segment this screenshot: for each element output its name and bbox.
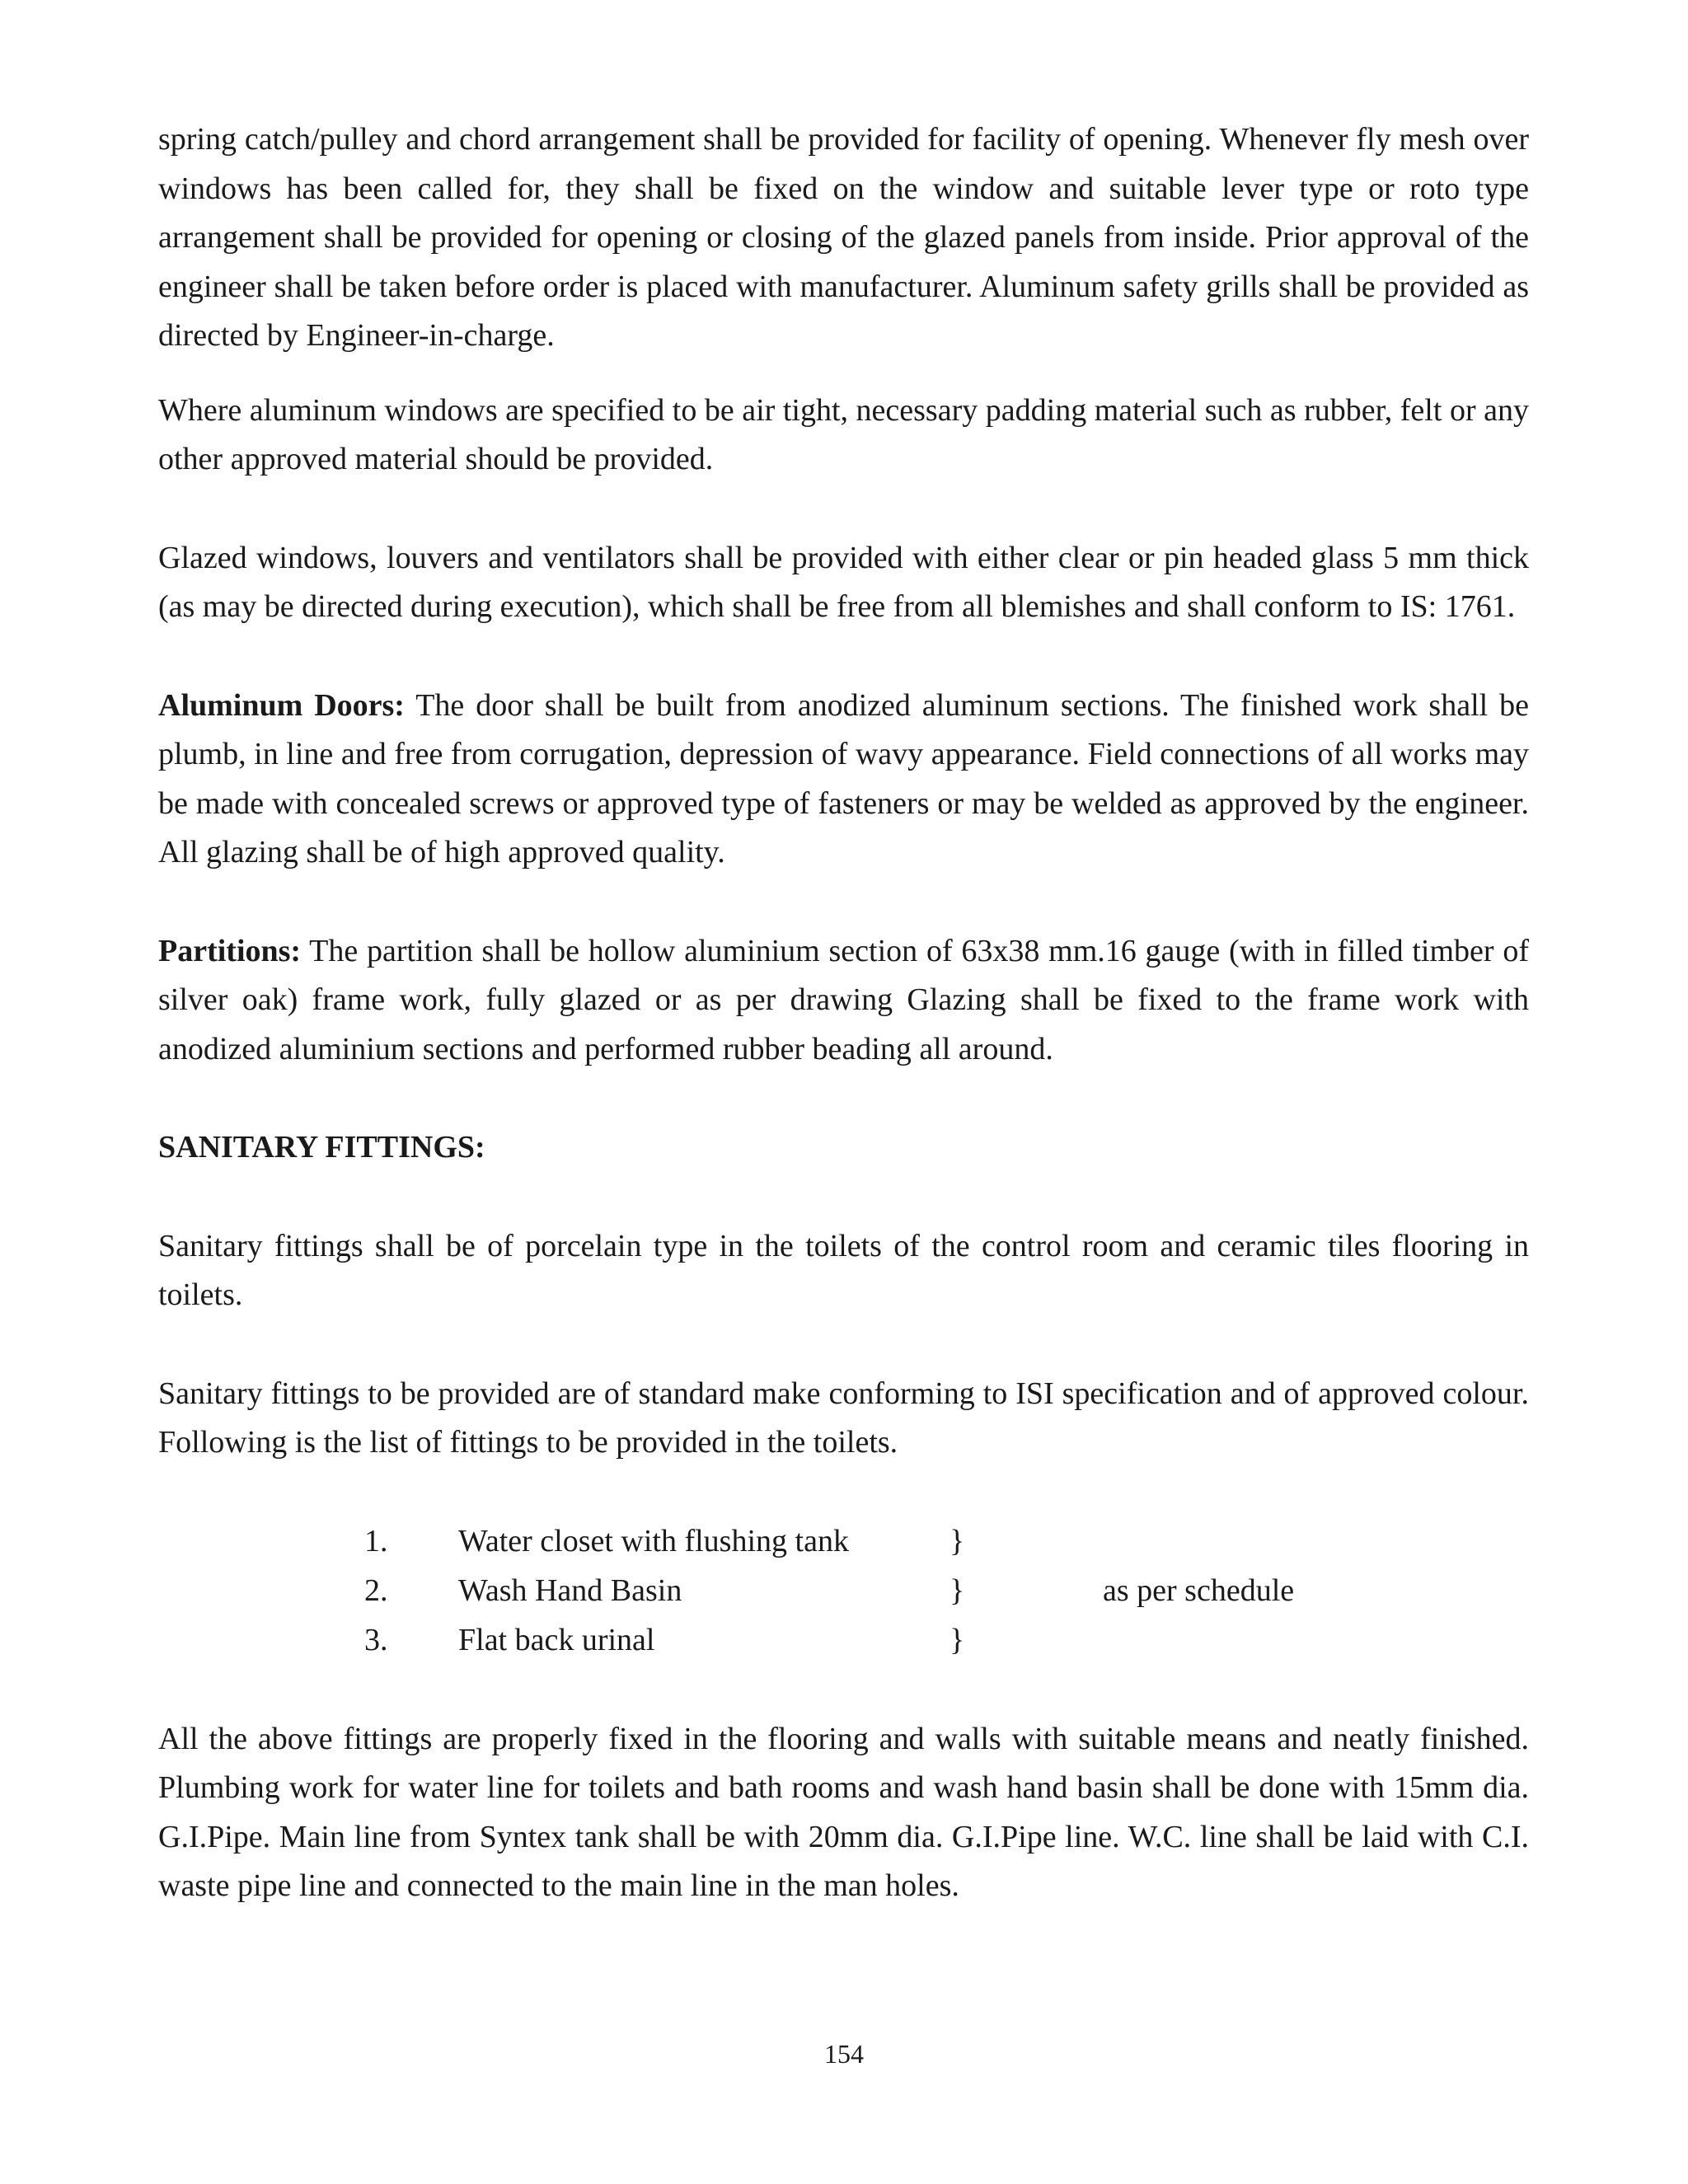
aluminum-doors-text: The door shall be built from anodized aluminum sections. The finished work shall be plumb, in line and free from corrugation, depression of wavy appearance. Field connections of all works may be made with concealed screws or approved type of fasteners or may be welded as approved by the engineer. All glazing shall be of high approved quality.: [158, 687, 1529, 869]
fitting-number: 1.: [364, 1523, 388, 1558]
list-item: [158, 1567, 1529, 1616]
fitting-name: Flat back urinal: [458, 1622, 655, 1657]
fitting-number: 3.: [364, 1622, 388, 1657]
paragraph-partitions: [158, 927, 1529, 1075]
partitions-text: The partition shall be hollow aluminium section of 63x38 mm.16 gauge (with in filled timber of silver oak) frame work, fully glazed or as per drawing Glazing shall be fixed to the frame work with anodized aluminium sections and performed rubber beading all around.: [158, 933, 1529, 1066]
fitting-number: 2.: [364, 1572, 388, 1608]
list-item: [158, 1616, 1529, 1666]
paragraph-sanitary-porcelain: Sanitary fittings shall be of porcelain type in the toilets of the control room and ceramic tiles flooring in toilets.: [158, 1228, 1529, 1312]
list-item: [158, 1517, 1529, 1567]
fitting-name: Wash Hand Basin: [458, 1572, 682, 1608]
paragraph-glazed-windows: Glazed windows, louvers and ventilators shall be provided with either clear or pin headed glass 5 mm thick (as may be directed during execution), which shall be free from all blemishes and shall conform to IS: 1761.: [158, 540, 1529, 624]
fittings-list: [158, 1517, 1529, 1666]
fitting-brace: }: [950, 1572, 965, 1608]
paragraph-sanitary-standard: Sanitary fittings to be provided are of standard make conforming to ISI specification and of approved colour. Following is the list of fittings to be provided in the toilets.: [158, 1376, 1529, 1460]
paragraph-aluminum-doors: [158, 682, 1529, 878]
fittings-schedule-note: as per schedule: [1103, 1572, 1295, 1608]
section-heading-sanitary-fittings: SANITARY FITTINGS:: [158, 1130, 485, 1165]
document-page: [158, 115, 1529, 1911]
paragraph-fixing-plumbing: All the above fittings are properly fixed in the flooring and walls with suitable means and neatly finished. Plumbing work for water line for toilets and bath rooms and wash hand basin shall be done with 15mm dia. G.I.Pipe. Main line from Syntex tank shall be with 20mm dia. G.I.Pipe line. W.C. line shall be laid with C.I. waste pipe line and connected to the main line in the man holes.: [158, 1721, 1529, 1903]
fitting-brace: }: [950, 1523, 965, 1558]
partitions-label: Partitions:: [158, 933, 302, 968]
fitting-brace: }: [950, 1622, 965, 1657]
paragraph-air-tight-windows: Where aluminum windows are specified to be air tight, necessary padding material such as rubber, felt or any other approved material should be provided.: [158, 392, 1529, 476]
page-number: 154: [824, 2039, 864, 2069]
aluminum-doors-label: Aluminum Doors:: [158, 687, 405, 723]
paragraph-window-openings: spring catch/pulley and chord arrangement shall be provided for facility of opening. Whenever fly mesh over windows has been called for, they shall be fixed on the window and suitable lever type or roto type arrangement shall be provided for opening or closing of the glazed panels from inside. Prior approval of the engineer shall be taken before order is placed with manufacturer. Aluminum safety grills shall be provided as directed by Engineer-in-charge.: [158, 122, 1529, 353]
fitting-name: Water closet with flushing tank: [458, 1523, 849, 1558]
